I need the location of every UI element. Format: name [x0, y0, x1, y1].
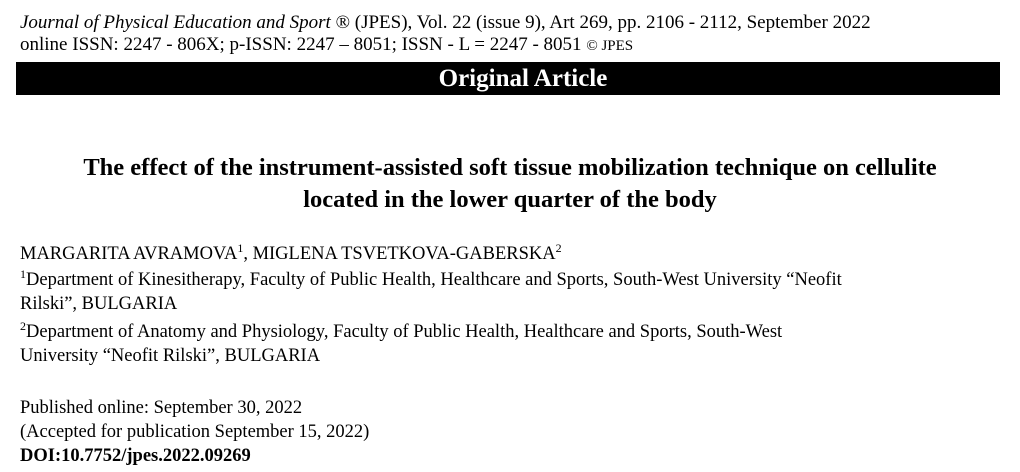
affiliation-2-text-line-2: University “Neofit Rilski”, BULGARIA	[20, 346, 321, 366]
article-type-banner	[16, 62, 1000, 95]
copyright-notice: © JPES	[586, 38, 634, 54]
issn-text: online ISSN: 2247 - 806X; p-ISSN: 2247 – 8051; ISSN - L = 2247 - 8051	[20, 34, 587, 55]
affiliation-2-line-1	[20, 320, 1000, 344]
journal-details: (JPES), Vol. 22 (issue 9), Art 269, pp. 2106 - 2112, September 2022	[350, 12, 871, 33]
author-affiliation-mark-1: 1	[237, 240, 244, 255]
author-list	[20, 240, 562, 265]
affiliation-1-text-line-1: Department of Kinesitherapy, Faculty of Public Health, Healthcare and Sports, South-West University “Neofit	[26, 270, 842, 290]
registered-mark: ®	[335, 12, 351, 33]
affiliation-1	[20, 268, 1000, 316]
author-name-1: MARGARITA AVRAMOVA	[20, 244, 238, 264]
accepted-date: (Accepted for publication September 15, 2022)	[20, 422, 370, 442]
author-separator: ,	[243, 244, 253, 264]
journal-citation-line	[20, 12, 1000, 34]
journal-header	[20, 12, 1000, 57]
issn-line	[20, 34, 1000, 57]
affiliation-2-text-line-1: Department of Anatomy and Physiology, Faculty of Public Health, Healthcare and Sports, South-West	[26, 322, 783, 342]
author-name-2: MIGLENA TSVETKOVA-GABERSKA	[252, 244, 556, 264]
affiliation-1-mark: 1	[20, 266, 26, 281]
journal-name: Journal of Physical Education and Sport	[20, 12, 331, 33]
doi-link[interactable]: DOI:10.7752/jpes.2022.09269	[20, 446, 251, 466]
article-title-line-2: located in the lower quarter of the body	[303, 186, 717, 213]
published-online-date: Published online: September 30, 2022	[20, 398, 303, 418]
article-type-label: Original Article	[438, 65, 608, 92]
article-title-line-1: The effect of the instrument-assisted soft tissue mobilization technique on cellulite	[83, 154, 937, 181]
affiliation-1-text-line-2: Rilski”, BULGARIA	[20, 294, 178, 314]
author-affiliation-mark-2: 2	[555, 240, 562, 255]
article-title	[20, 152, 1000, 216]
affiliation-1-line-1	[20, 268, 1000, 292]
affiliation-2-mark: 2	[20, 318, 26, 333]
affiliation-2	[20, 320, 1000, 368]
